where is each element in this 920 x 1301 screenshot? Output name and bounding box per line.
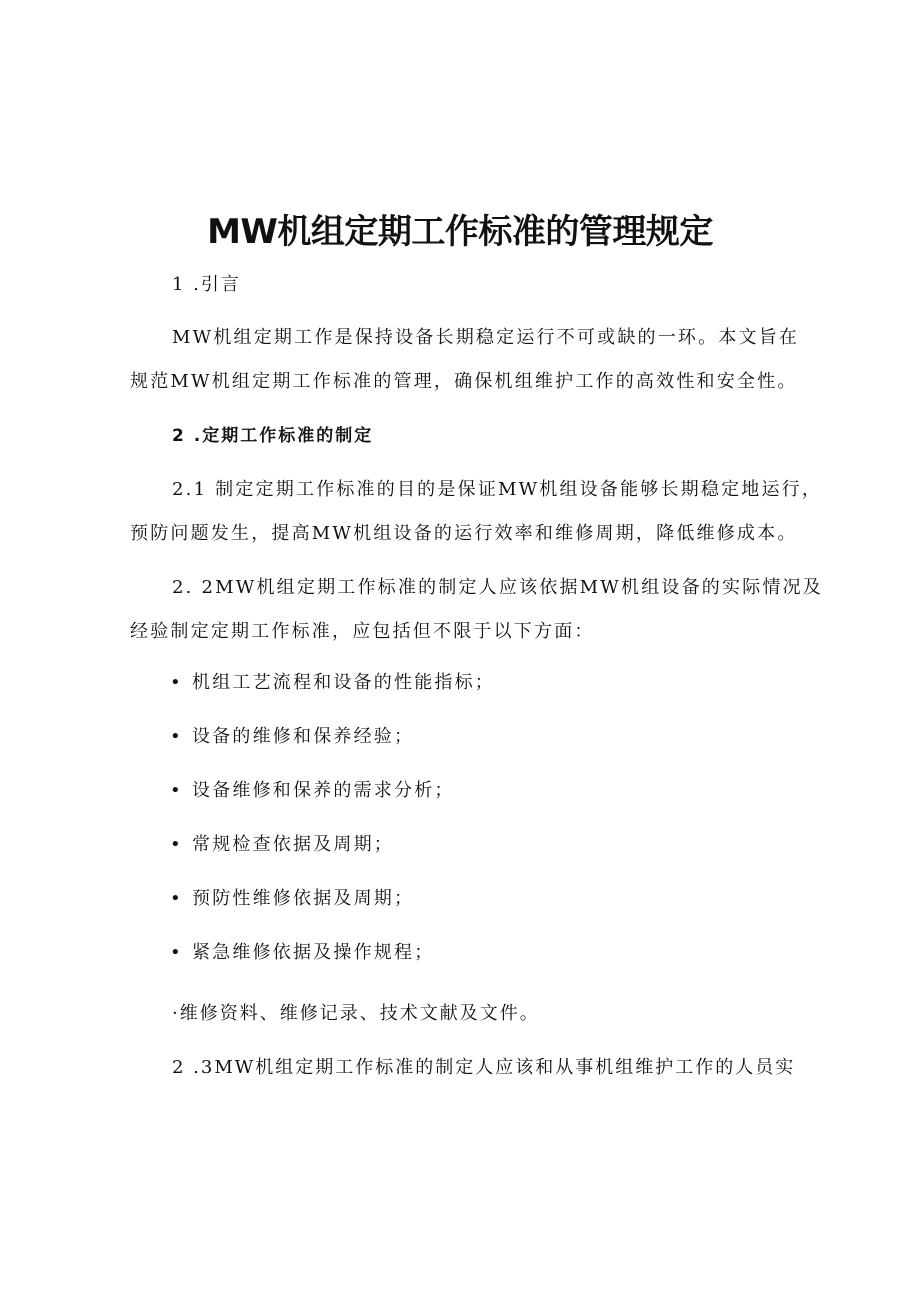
bullet-dot-icon: •: [170, 834, 183, 855]
section-1-paragraph: [130, 316, 810, 404]
bullet-dot-icon: •: [170, 888, 183, 909]
bullet-dot-icon: •: [170, 672, 183, 693]
bullet-item: [170, 724, 414, 750]
section-1-heading: 1 .引言: [172, 274, 241, 295]
paragraph-line: MW机组定期工作是保持设备长期稳定运行不可或缺的一环。本文旨在: [172, 327, 800, 348]
bullet-item: [170, 670, 495, 696]
bullet-text: 紧急维修依据及操作规程；: [192, 942, 435, 963]
bullet-text: 预防性维修依据及周期；: [192, 888, 415, 909]
section-2-1-paragraph: [130, 468, 823, 556]
bullet-item-last: ·维修资料、维修记录、技术文献及文件。: [172, 1003, 540, 1024]
bullet-dot-icon: •: [170, 942, 183, 963]
paragraph-line: 经验制定定期工作标准，应包括但不限于以下方面：: [130, 621, 595, 642]
bullet-item: [170, 832, 394, 858]
bullet-item: [170, 778, 455, 804]
bullet-text: 机组工艺流程和设备的性能指标；: [192, 672, 495, 693]
paragraph-line: 预防问题发生，提高MW机组设备的运行效率和维修周期，降低维修成本。: [130, 523, 798, 544]
section-2-3-line: 2 .3MW机组定期工作标准的制定人应该和从事机组维护工作的人员实: [172, 1057, 796, 1078]
section-2-heading: 2 .定期工作标准的制定: [172, 426, 374, 446]
bullet-item: [170, 940, 434, 966]
paragraph-line: 2.1 制定定期工作标准的目的是保证MW机组设备能够长期稳定地运行，: [172, 479, 823, 500]
bullet-text: 设备的维修和保养经验；: [192, 726, 415, 747]
paragraph-line: 规范MW机组定期工作标准的管理，确保机组维护工作的高效性和安全性。: [130, 371, 798, 392]
bullet-dot-icon: •: [170, 726, 183, 747]
bullet-item: [170, 886, 414, 912]
bullet-dot-icon: •: [170, 780, 183, 801]
document-title: MW机组定期工作标准的管理规定: [207, 212, 713, 252]
paragraph-line: 2. 2MW机组定期工作标准的制定人应该依据MW机组设备的实际情况及: [172, 577, 824, 598]
bullet-text: 常规检查依据及周期；: [192, 834, 394, 855]
bullet-text: 设备维修和保养的需求分析；: [192, 780, 455, 801]
section-2-2-paragraph: [130, 566, 824, 654]
